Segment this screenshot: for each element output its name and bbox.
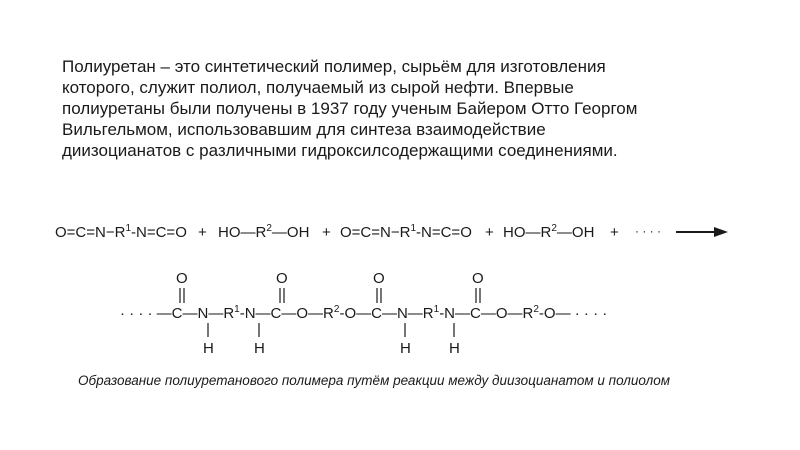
polyol-formula: $HO—R^2—OH$ xyxy=(503,223,595,241)
hydrogen-atom: H xyxy=(203,340,214,357)
polyol-formula: $HO—R^2—OH$ xyxy=(218,223,310,241)
paragraph-line: Вильгельмом, использовавшим для синтеза взаимодействие xyxy=(62,120,546,139)
paragraph-line: диизоцианатов с различными гидроксилсодержащими соединениями. xyxy=(62,141,618,160)
hydrogen-atom: H xyxy=(449,340,460,357)
paragraph-line: которого, служит полиол, получаемый из сырой нефти. Впервые xyxy=(62,78,574,97)
figure-caption: Образование полиуретанового полимера путём реакции между диизоцианатом и полиолом xyxy=(78,373,671,388)
plus-sign: + xyxy=(610,224,619,241)
reaction-arrow-icon xyxy=(676,227,728,237)
plus-sign: + xyxy=(322,224,331,241)
carbonyl-group xyxy=(276,270,288,303)
plus-sign: + xyxy=(198,224,207,241)
ellipsis: · · · · xyxy=(635,224,661,238)
paragraph-line: полиуретаны были получены в 1937 году ученым Байером Отто Георгом xyxy=(62,99,638,118)
carbonyl-group xyxy=(176,270,188,303)
carbonyl-group xyxy=(472,270,484,303)
diisocyanate-formula: $O=C=N-R^1-N=C=O$ xyxy=(340,223,472,241)
nh-group xyxy=(254,323,265,357)
polymer-chain xyxy=(120,270,607,357)
plus-sign: + xyxy=(485,224,494,241)
hydrogen-atom: H xyxy=(400,340,411,357)
nh-group xyxy=(400,323,411,357)
oxygen-atom: O xyxy=(472,270,484,287)
hydrogen-atom: H xyxy=(254,340,265,357)
nh-group xyxy=(449,323,460,357)
polymer-backbone: · · · · $—C—N—R^1-N—C—O—R^2-O—C—N—R^1-N—C—O—R^2-O—$ · · · · xyxy=(120,304,608,322)
diisocyanate-formula: $O=C=N-R^1-N=C=O$ xyxy=(55,223,187,241)
reaction-equation xyxy=(55,223,728,241)
oxygen-atom: O xyxy=(373,270,385,287)
reaction-scheme xyxy=(0,195,800,370)
paragraph-line: Полиуретан – это синтетический полимер, сырьём для изготовления xyxy=(62,57,606,76)
oxygen-atom: O xyxy=(176,270,188,287)
nh-group xyxy=(203,323,214,357)
oxygen-atom: O xyxy=(276,270,288,287)
carbonyl-group xyxy=(373,270,385,303)
description-paragraph xyxy=(62,56,742,161)
